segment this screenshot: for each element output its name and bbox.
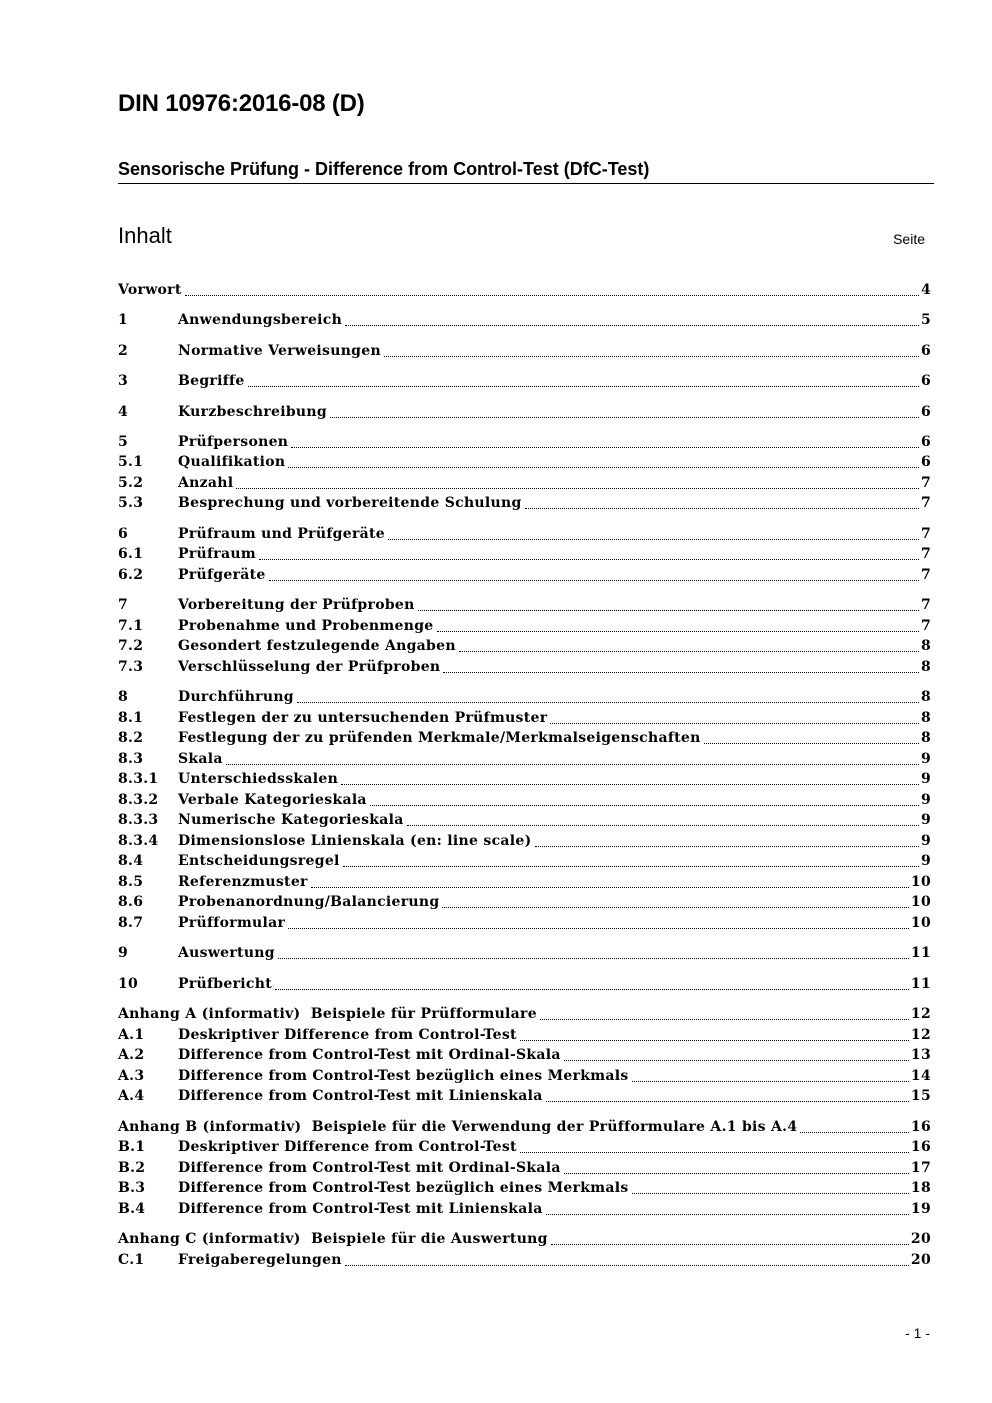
toc-entry-page: 6	[920, 454, 931, 470]
toc-entry-title: Gesondert festzulegende Angaben	[178, 638, 456, 654]
toc-entry-number: 2	[118, 343, 129, 359]
toc-entry-page: 8	[920, 659, 931, 675]
toc-entry-number: 5.1	[118, 454, 144, 470]
toc-dot-leader	[535, 846, 919, 847]
toc-dot-leader	[226, 764, 919, 765]
toc-entry[interactable]	[118, 1117, 931, 1137]
toc-entry-title: Qualifikation	[178, 454, 286, 470]
toc-entry-page: 12	[910, 1006, 931, 1022]
toc-entry-title: Anwendungsbereich	[178, 312, 343, 328]
toc-entry-title: Vorbereitung der Prüfproben	[178, 597, 415, 613]
toc-entry[interactable]	[118, 402, 931, 422]
toc-dot-leader	[288, 467, 919, 468]
toc-entry-number: A.4	[118, 1088, 145, 1104]
toc-dot-leader	[418, 610, 919, 611]
toc-entry-page: 13	[910, 1047, 931, 1063]
toc-dot-leader	[546, 1101, 909, 1102]
toc-entry[interactable]	[118, 1137, 931, 1157]
toc-entry[interactable]	[118, 943, 931, 963]
toc-entry-page: 6	[920, 343, 931, 359]
toc-entry-number: B.1	[118, 1139, 146, 1155]
toc-entry-title: Prüfformular	[178, 915, 286, 931]
toc-entry-number: 8.3	[118, 751, 144, 767]
toc-entry-page: 7	[920, 597, 931, 613]
toc-entry-page: 7	[920, 526, 931, 542]
toc-entry-title: Festlegen der zu untersuchenden Prüfmuster	[178, 710, 548, 726]
toc-entry-page: 8	[920, 710, 931, 726]
toc-dot-leader	[525, 508, 919, 509]
toc-entry-number: A.1	[118, 1027, 145, 1043]
toc-entry-number: 8	[118, 689, 129, 705]
toc-entry-number: 4	[118, 404, 129, 420]
toc-entry-page: 16	[910, 1119, 931, 1135]
toc-dot-leader	[551, 1244, 909, 1245]
toc-entry-page: 7	[920, 618, 931, 634]
toc-entry-title: Difference from Control-Test mit Ordinal-Skala	[178, 1160, 561, 1176]
toc-dot-leader	[388, 539, 919, 540]
toc-entry-number: 8.7	[118, 915, 144, 931]
toc-entry[interactable]	[118, 1004, 931, 1024]
toc-entry[interactable]	[118, 636, 931, 656]
toc-entry-page: 7	[920, 475, 931, 491]
toc-dot-leader	[341, 784, 919, 785]
toc-entry-number: 8.3.4	[118, 833, 159, 849]
toc-dot-leader	[330, 417, 919, 418]
toc-entry[interactable]	[118, 432, 931, 452]
toc-page-column-heading: Seite	[893, 231, 925, 247]
toc-dot-leader	[704, 743, 919, 744]
toc-entry[interactable]	[118, 1025, 931, 1045]
toc-entry-page: 9	[920, 812, 931, 828]
toc-entry-number: 5.3	[118, 495, 144, 511]
toc-entry-page: 8	[920, 689, 931, 705]
toc-entry[interactable]	[118, 544, 931, 564]
toc-entry-title: Difference from Control-Test bezüglich eines Merkmals	[178, 1068, 629, 1084]
toc-entry[interactable]	[118, 616, 931, 636]
toc-dot-leader	[459, 651, 919, 652]
toc-dot-leader	[343, 866, 919, 867]
toc-entry-number: 8.3.3	[118, 812, 159, 828]
toc-dot-leader	[520, 1152, 909, 1153]
toc-entry-number: 6.2	[118, 567, 144, 583]
toc-entry-page: 11	[910, 976, 931, 992]
toc-entry[interactable]	[118, 565, 931, 585]
toc-entry-page: 18	[910, 1180, 931, 1196]
toc-dot-leader	[442, 907, 908, 908]
toc-entry-page: 4	[920, 282, 931, 298]
toc-entry-number: 6	[118, 526, 129, 542]
toc-entry-title: Probenanordnung/Balancierung	[178, 894, 440, 910]
toc-entry-page: 8	[920, 730, 931, 746]
toc-entry[interactable]	[118, 769, 931, 789]
toc-entry-title: Deskriptiver Difference from Control-Test	[178, 1139, 517, 1155]
toc-entry-title: Unterschiedsskalen	[178, 771, 339, 787]
toc-dot-leader	[275, 989, 909, 990]
toc-entry[interactable]	[118, 913, 931, 933]
toc-dot-leader	[546, 1214, 909, 1215]
toc-entry[interactable]	[118, 341, 931, 361]
toc-entry[interactable]	[118, 1199, 931, 1219]
toc-entry[interactable]	[118, 851, 931, 871]
toc-entry-title: Prüfbericht	[178, 976, 272, 992]
toc-entry-title: Vorwort	[118, 282, 182, 298]
toc-entry[interactable]	[118, 1178, 931, 1198]
toc-dot-leader	[297, 702, 919, 703]
toc-entry-page: 19	[910, 1201, 931, 1217]
toc-entry-page: 9	[920, 853, 931, 869]
toc-entry-page: 6	[920, 373, 931, 389]
toc-dot-leader	[288, 928, 909, 929]
toc-entry-title: Besprechung und vorbereitende Schulung	[178, 495, 522, 511]
toc-entry[interactable]	[118, 1229, 931, 1249]
toc-entry-title: Entscheidungsregel	[178, 853, 340, 869]
toc-entry[interactable]	[118, 473, 931, 493]
toc-entry-number: 7	[118, 597, 129, 613]
toc-entry[interactable]	[118, 452, 931, 472]
toc-entry-title: Auswertung	[178, 945, 275, 961]
toc-entry[interactable]	[118, 728, 931, 748]
toc-entry-page: 7	[920, 546, 931, 562]
toc-entry-number: 8.3.2	[118, 792, 159, 808]
toc-entry-page: 6	[920, 404, 931, 420]
toc-entry-page: 14	[910, 1068, 931, 1084]
toc-entry-title: Skala	[178, 751, 223, 767]
toc-entry-number: 8.6	[118, 894, 144, 910]
toc-entry-title: Verbale Kategorieskala	[178, 792, 367, 808]
toc-dot-leader	[278, 958, 909, 959]
toc-entry-page: 15	[910, 1088, 931, 1104]
toc-entry-number: 9	[118, 945, 129, 961]
toc-entry-title: Verschlüsselung der Prüfproben	[178, 659, 441, 675]
toc-entry-page: 9	[920, 833, 931, 849]
toc-entry-title: Deskriptiver Difference from Control-Test	[178, 1027, 517, 1043]
toc-entry-number: 7.1	[118, 618, 144, 634]
toc-dot-leader	[259, 559, 919, 560]
toc-entry[interactable]	[118, 1250, 931, 1270]
toc-entry-number: C.1	[118, 1252, 145, 1268]
toc-entry-page: 9	[920, 771, 931, 787]
toc-entry-page: 9	[920, 792, 931, 808]
toc-entry-page: 7	[920, 567, 931, 583]
toc-entry-number: A.2	[118, 1047, 145, 1063]
toc-entry-page: 10	[910, 894, 931, 910]
toc-entry-page: 20	[910, 1231, 931, 1247]
toc-dot-leader	[384, 356, 919, 357]
toc-entry[interactable]	[118, 595, 931, 615]
toc-entry[interactable]	[118, 371, 931, 391]
toc-entry-title: Prüfraum	[178, 546, 256, 562]
toc-entry-number: B.3	[118, 1180, 146, 1196]
toc-entry-page: 9	[920, 751, 931, 767]
toc-dot-leader	[800, 1132, 909, 1133]
toc-entry-title: Anhang B (informativ) Beispiele für die Verwendung der Prüfformulare A.1 bis A.4	[118, 1119, 798, 1135]
toc-dot-leader	[345, 325, 919, 326]
document-title: DIN 10976:2016-08 (D)	[118, 90, 365, 117]
toc-entry-number: 8.2	[118, 730, 144, 746]
toc-dot-leader	[632, 1081, 909, 1082]
toc-entry-title: Begriffe	[178, 373, 245, 389]
toc-dot-leader	[564, 1060, 909, 1061]
toc-entry[interactable]	[118, 708, 931, 728]
toc-dot-leader	[269, 580, 919, 581]
toc-dot-leader	[248, 386, 919, 387]
toc-entry-title: Difference from Control-Test mit Ordinal-Skala	[178, 1047, 561, 1063]
toc-dot-leader	[520, 1040, 909, 1041]
toc-dot-leader	[370, 805, 919, 806]
toc-entry-number: B.2	[118, 1160, 146, 1176]
toc-entry-number: 8.1	[118, 710, 144, 726]
toc-entry-number: B.4	[118, 1201, 146, 1217]
toc-entry-title: Dimensionslose Linienskala (en: line scale)	[178, 833, 532, 849]
toc-entry-number: 8.5	[118, 874, 144, 890]
toc-entry[interactable]	[118, 280, 931, 300]
toc-entry-page: 16	[910, 1139, 931, 1155]
toc-entry-number: 8.3.1	[118, 771, 159, 787]
toc-entry-title: Difference from Control-Test mit Linienskala	[178, 1201, 543, 1217]
toc-entry[interactable]	[118, 1086, 931, 1106]
toc-entry-title: Festlegung der zu prüfenden Merkmale/Merkmalseigenschaften	[178, 730, 701, 746]
toc-dot-leader	[540, 1019, 909, 1020]
toc-entry-title: Anhang A (informativ) Beispiele für Prüfformulare	[118, 1006, 537, 1022]
toc-entry-title: Kurzbeschreibung	[178, 404, 327, 420]
toc-entry[interactable]	[118, 810, 931, 830]
toc-entry[interactable]	[118, 1066, 931, 1086]
toc-entry[interactable]	[118, 657, 931, 677]
toc-entry-title: Numerische Kategorieskala	[178, 812, 404, 828]
toc-entry[interactable]	[118, 790, 931, 810]
toc-entry-title: Normative Verweisungen	[178, 343, 381, 359]
subtitle-rule	[118, 183, 934, 184]
document-subtitle: Sensorische Prüfung - Difference from Control-Test (DfC-Test)	[118, 159, 650, 179]
toc-dot-leader	[632, 1193, 909, 1194]
toc-entry-number: A.3	[118, 1068, 145, 1084]
toc-entry-page: 10	[910, 915, 931, 931]
toc-dot-leader	[443, 672, 919, 673]
toc-entry-title: Anzahl	[178, 475, 234, 491]
toc-entry-page: 6	[920, 434, 931, 450]
toc-entry[interactable]	[118, 974, 931, 994]
toc-entry[interactable]	[118, 1045, 931, 1065]
toc-entry-number: 5	[118, 434, 129, 450]
toc-entry[interactable]	[118, 524, 931, 544]
toc-entry[interactable]	[118, 1158, 931, 1178]
toc-entry-page: 5	[920, 312, 931, 328]
toc-dot-leader	[437, 631, 919, 632]
toc-dot-leader	[236, 488, 919, 489]
toc-entry-title: Difference from Control-Test bezüglich eines Merkmals	[178, 1180, 629, 1196]
toc-entry-title: Prüfpersonen	[178, 434, 289, 450]
toc-dot-leader	[185, 295, 919, 296]
toc-entry-number: 7.3	[118, 659, 144, 675]
toc-entry[interactable]	[118, 687, 931, 707]
toc-heading: Inhalt	[118, 223, 172, 248]
toc-entry-title: Referenzmuster	[178, 874, 308, 890]
toc-entry-number: 1	[118, 312, 129, 328]
toc-entry-page: 10	[910, 874, 931, 890]
toc-entry-title: Freigaberegelungen	[178, 1252, 342, 1268]
toc-entry-page: 17	[910, 1160, 931, 1176]
toc-dot-leader	[407, 825, 919, 826]
toc-dot-leader	[345, 1265, 909, 1266]
toc-entry-title: Anhang C (informativ) Beispiele für die Auswertung	[118, 1231, 548, 1247]
toc-entry[interactable]	[118, 831, 931, 851]
toc-dot-leader	[564, 1173, 909, 1174]
toc-entry-number: 10	[118, 976, 139, 992]
toc-entry-title: Probenahme und Probenmenge	[178, 618, 434, 634]
toc-entry-number: 8.4	[118, 853, 144, 869]
toc-dot-leader	[311, 887, 909, 888]
toc-entry-title: Prüfraum und Prüfgeräte	[178, 526, 385, 542]
toc-entry-page: 20	[910, 1252, 931, 1268]
toc-entry-title: Difference from Control-Test mit Linienskala	[178, 1088, 543, 1104]
toc-entry[interactable]	[118, 872, 931, 892]
toc-entry-page: 11	[910, 945, 931, 961]
toc-entry-page: 7	[920, 495, 931, 511]
toc-dot-leader	[550, 723, 919, 724]
page-number: - 1 -	[905, 1325, 930, 1341]
toc-entry-number: 3	[118, 373, 129, 389]
toc-entry-number: 6.1	[118, 546, 144, 562]
toc-entry-title: Prüfgeräte	[178, 567, 266, 583]
toc-entry[interactable]	[118, 310, 931, 330]
toc-entry-page: 8	[920, 638, 931, 654]
toc-entry[interactable]	[118, 749, 931, 769]
toc-entry[interactable]	[118, 892, 931, 912]
toc-entry-page: 12	[910, 1027, 931, 1043]
toc-entry-title: Durchführung	[178, 689, 294, 705]
toc-entry-number: 7.2	[118, 638, 144, 654]
toc-entry-number: 5.2	[118, 475, 144, 491]
toc-dot-leader	[291, 447, 919, 448]
toc-entry[interactable]	[118, 493, 931, 513]
